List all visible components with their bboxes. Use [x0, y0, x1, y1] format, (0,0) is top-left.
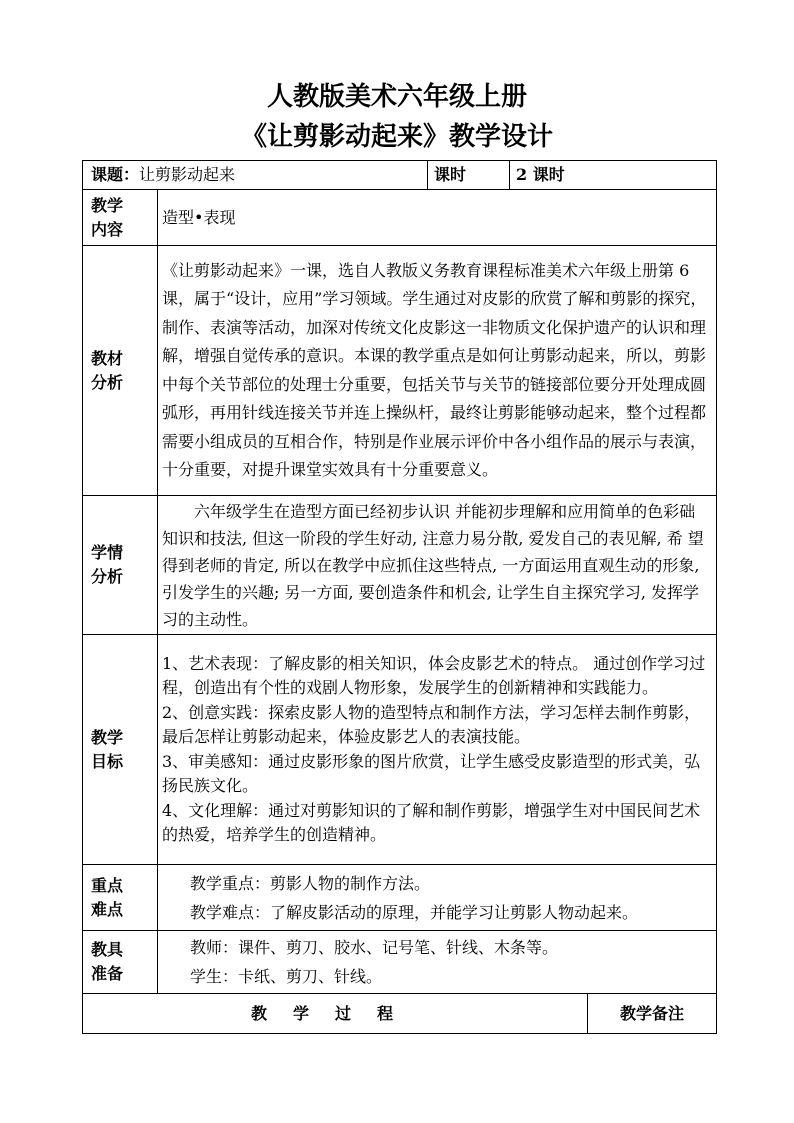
content-label: 教学 内容	[83, 190, 158, 246]
teacher-tools: 教师：课件、剪刀、胶水、记号笔、针线、木条等。	[190, 938, 559, 957]
document-title: 人教版美术六年级上册	[266, 82, 527, 112]
analysis-label: 教材 分析	[83, 246, 158, 496]
goal-item: 3、审美感知：通过皮影形象的图片欣赏，让学生感受皮影造型的形式美，弘扬民族文化。	[162, 751, 701, 795]
lesson-plan-table	[82, 160, 717, 1034]
topic-label: 课题：	[91, 165, 140, 184]
tools-row	[83, 931, 717, 994]
goal-item: 1、艺术表现：了解皮影的相关知识，体会皮影艺术的特点。 通过创作学习过程，创造出有个性的戏剧人物形象，发展学生的创新精神和实践能力。	[162, 653, 706, 697]
topic-row	[83, 161, 717, 190]
teaching-difficulty: 教学难点：了解皮影活动的原理，并能学习让剪影人物动起来。	[190, 902, 639, 922]
tools-label: 教具 准备	[83, 931, 158, 994]
content-row	[83, 190, 717, 246]
goal-item: 4、文化理解：通过对剪影知识的了解和制作剪影，增强学生对中国民间艺术的热爱，培养学生的创造精神。	[162, 800, 701, 844]
process-header-row	[83, 994, 717, 1034]
topic-value: 让剪影动起来	[139, 165, 236, 184]
goals-label: 教学 目标	[83, 635, 158, 865]
keypoints-row	[83, 865, 717, 931]
process-header: 教学过程	[83, 994, 588, 1034]
keypoints-label: 重点 难点	[83, 865, 158, 931]
students-text: 六年级学生在造型方面已经初步认识 并能初步理解和应用简单的色彩础 知识和技法, 但这一阶段的学生好动, 注意力易分散, 爱发自己的表见解, 希 望得到老师的肯定, 所以在教学中应抓住这些特点, 一方面运用直观生动的形象, 引发学生的兴趣; 另一方面, 要创造条件和机会, 让学生自主探究学习, 发挥学习的主动性。	[158, 496, 717, 635]
students-label: 学情 分析	[83, 496, 158, 635]
content-value: 造型•表现	[158, 190, 717, 246]
goal-item: 2、创意实践：探索皮影人物的造型特点和制作方法，学习怎样去制作剪影，最后怎样让剪影动起来，体验皮影艺人的表演技能。	[162, 702, 701, 746]
goals-row	[83, 635, 717, 865]
hours-value: 2 课时	[510, 161, 717, 190]
students-row	[83, 496, 717, 635]
keypoints-cell	[158, 865, 717, 931]
notes-header: 教学备注	[588, 994, 717, 1034]
topic-cell	[83, 161, 428, 190]
teaching-focus: 教学重点：剪影人物的制作方法。	[190, 873, 431, 893]
document-subtitle: 《让剪影动起来》教学设计	[240, 122, 553, 152]
student-tools: 学生：卡纸、剪刀、针线。	[190, 967, 383, 986]
analysis-text: 《让剪影动起来》一课，选自人教版义务教育课程标准美术六年级上册第 6 课，属于“设计，应用”学习领域。学生通过对皮影的欣赏了解和剪影的探究，制作、表演等活动，加深对传统文化皮影这一非物质文化保护遗产的认识和理解，增强自觉传承的意识。本课的教学重点是如何让剪影动起来，所以，剪影中每个关节部位的处理士分重要，包括关节与关节的链接部位要分开处理成圆弧形，再用针线连接关节并连上操纵杆，最终让剪影能够动起来，整个过程都需要小组成员的互相合作，特别是作业展示评价中各小组作品的展示与表演，十分重要，对提升课堂实效具有十分重要意义。	[158, 246, 717, 496]
hours-label: 课时	[428, 161, 510, 190]
goals-list	[158, 635, 717, 865]
analysis-row	[83, 246, 717, 496]
tools-cell	[158, 931, 717, 994]
